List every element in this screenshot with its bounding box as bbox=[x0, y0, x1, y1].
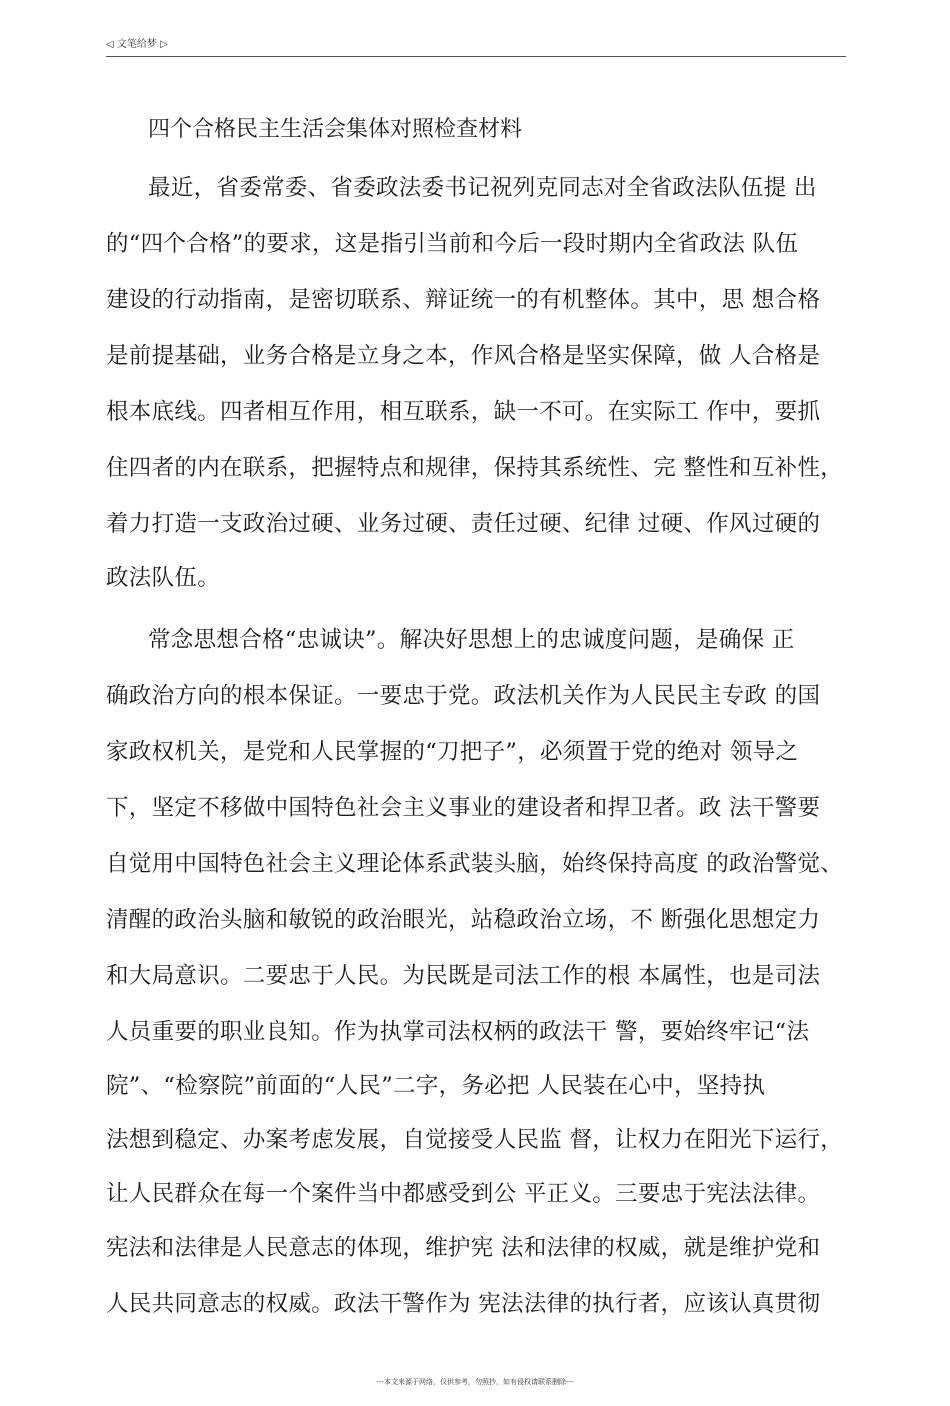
page-header bbox=[106, 36, 846, 57]
text-line: 院”、“检察院”前面的“人民”二字，务必把 人民装在心中，坚持执 bbox=[106, 1073, 766, 1099]
page-footer: ---本文来源于网络，仅供参考，勿照抄，如有侵权请联系删除--- bbox=[376, 1378, 574, 1386]
text-line: 人员重要的职业良知。作为执掌司法权柄的政法干 警，要始终牢记“法 bbox=[106, 1019, 810, 1045]
text-line: 最近，省委常委、省委政法委书记祝列克同志对全省政法队伍提 出 bbox=[148, 175, 817, 201]
text-line: 确政治方向的根本保证。一要忠于党。政法机关作为人民民主专政 的国 bbox=[106, 683, 821, 709]
text-line: 人民共同意志的权威。政法干警作为 宪法法律的执行者，应该认真贯彻 bbox=[106, 1291, 821, 1317]
text-line: 宪法和法律是人民意志的体现，维护宪 法和法律的权威，就是维护党和 bbox=[106, 1235, 821, 1261]
text-line: 的“四个合格”的要求，这是指引当前和今后一段时期内全省政法 队伍 bbox=[106, 231, 799, 257]
text-line: 政法队伍。 bbox=[106, 565, 221, 591]
text-line: 常念思想合格“忠诚诀”。解决好思想上的忠诚度问题，是确保 正 bbox=[148, 627, 795, 653]
text-line: 自觉用中国特色社会主义理论体系武装头脑，始终保持高度 的政治警觉、 bbox=[106, 851, 844, 877]
document-title: 四个合格民主生活会集体对照检查材料 bbox=[148, 117, 523, 142]
text-line: 法想到稳定、办案考虑发展，自觉接受人民监 督，让权力在阳光下运行， bbox=[106, 1127, 844, 1153]
text-line: 和大局意识。二要忠于人民。为民既是司法工作的根 本属性，也是司法 bbox=[106, 963, 821, 989]
text-line: 住四者的内在联系，把握特点和规律，保持其系统性、完 整性和互补性， bbox=[106, 455, 844, 481]
text-line: 让人民群众在每一个案件当中都感受到公 平正义。三要忠于宪法法律。 bbox=[106, 1181, 821, 1207]
text-line: 根本底线。四者相互作用，相互联系，缺一不可。在实际工 作中，要抓 bbox=[106, 399, 821, 425]
text-line: 家政权机关，是党和人民掌握的“刀把子”，必须置于党的绝对 领导之 bbox=[106, 739, 799, 765]
header-brand: 文笔给梦 bbox=[116, 39, 157, 50]
text-line: 着力打造一支政治过硬、业务过硬、责任过硬、纪律 过硬、作风过硬的 bbox=[106, 511, 821, 537]
text-line: 建设的行动指南，是密切联系、辩证统一的有机整体。其中，思 想合格 bbox=[106, 287, 821, 313]
text-line: 清醒的政治头脑和敏锐的政治眼光，站稳政治立场，不 断强化思想定力 bbox=[106, 907, 821, 933]
text-line: 下，坚定不移做中国特色社会主义事业的建设者和捍卫者。政 法干警要 bbox=[106, 795, 821, 821]
right-triangle-icon: ▷ bbox=[160, 39, 168, 50]
text-line: 是前提基础，业务合格是立身之本，作风合格是坚实保障，做 人合格是 bbox=[106, 343, 821, 369]
left-triangle-icon: ◁ bbox=[106, 39, 114, 50]
